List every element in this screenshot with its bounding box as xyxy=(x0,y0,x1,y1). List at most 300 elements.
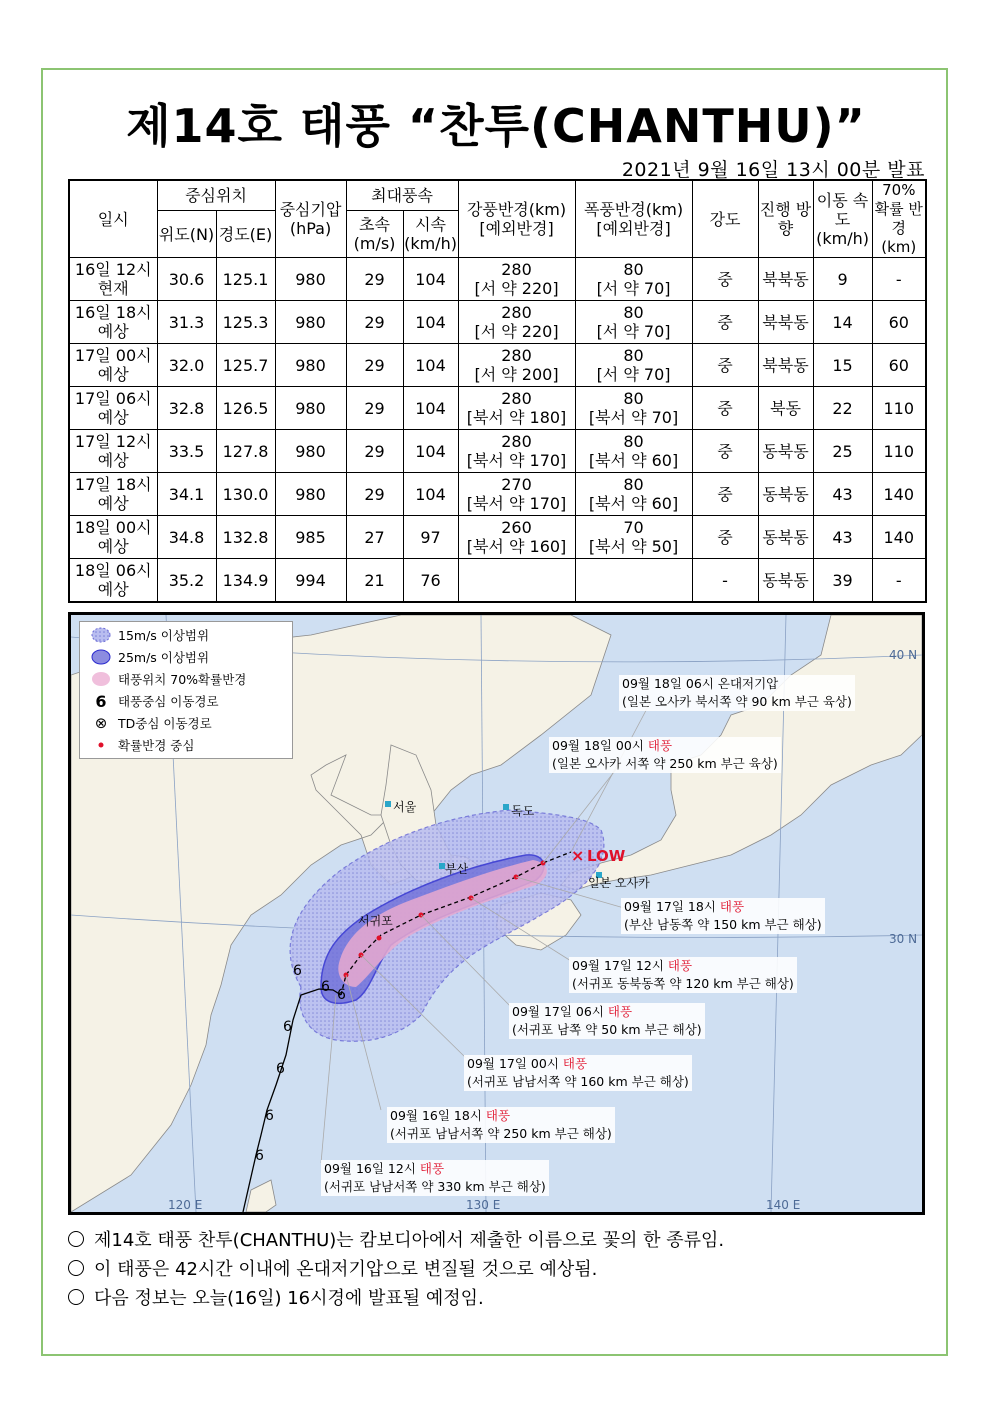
low-label: LOW xyxy=(587,847,626,865)
cell-ms-text: 29 xyxy=(364,312,385,332)
cell-speed xyxy=(813,344,872,387)
cell-speed xyxy=(813,387,872,430)
cell-storm-radius-text: 70 xyxy=(623,518,644,537)
cell-kmh xyxy=(403,301,458,344)
cell-direction-text: 동북동 xyxy=(762,527,809,547)
header-maxwind: 최대풍속 xyxy=(346,180,458,211)
cell-speed-text: 15 xyxy=(832,355,853,375)
cell-prob-text: 110 xyxy=(883,398,915,418)
map-legend xyxy=(79,621,293,759)
cell-time-text: 16일 18시 xyxy=(74,303,152,322)
table-row xyxy=(69,559,926,603)
place-seoul: 서울 xyxy=(393,800,417,814)
cell-speed xyxy=(813,301,872,344)
header-lon: 경도(E) xyxy=(216,211,275,258)
legend-15ms: 15m/s 이상범위 xyxy=(118,628,210,643)
circle-bullet-icon xyxy=(68,1260,84,1276)
track-callout xyxy=(321,1160,549,1196)
cell-ms-text: 29 xyxy=(364,269,385,289)
cell-time xyxy=(69,344,157,387)
cell-kmh-text: 97 xyxy=(420,527,441,547)
cell-storm-radius-text: 80 xyxy=(623,260,644,279)
cell-intensity xyxy=(692,258,758,301)
header-storm-radius: 폭풍반경(km) [예외반경] xyxy=(575,180,692,258)
cell-strong-radius-text: [북서 약 180] xyxy=(466,408,567,427)
cell-lon-text: 134.9 xyxy=(222,570,269,590)
cell-storm-radius xyxy=(575,301,692,344)
cell-lat-text: 32.8 xyxy=(168,398,205,418)
page-title: 제14호 태풍 “찬투(CHANTHU)” xyxy=(126,99,866,153)
callout-tag: 태풍 xyxy=(562,1056,588,1071)
forecast-table xyxy=(68,179,927,603)
typhoon-center-icon: 6 xyxy=(293,963,302,979)
callout-tag: 태풍 xyxy=(667,958,693,973)
cell-storm-radius-text: 80 xyxy=(623,303,644,322)
cell-pressure xyxy=(275,258,346,301)
cell-prob-text: 110 xyxy=(883,441,915,461)
cell-direction xyxy=(758,473,813,516)
cell-storm-radius xyxy=(575,430,692,473)
cell-storm-radius-text: [북서 약 70] xyxy=(588,408,679,427)
callout-time: 09월 17일 18시 xyxy=(624,899,720,914)
cell-lon xyxy=(216,301,275,344)
cell-prob-text: 140 xyxy=(883,527,915,547)
cell-speed-text: 25 xyxy=(832,441,853,461)
cell-kmh-text: 104 xyxy=(415,269,446,289)
cell-storm-radius xyxy=(575,559,692,603)
callout-tag: 태풍 xyxy=(647,738,673,753)
cell-direction-text: 동북동 xyxy=(762,570,809,590)
cell-time xyxy=(69,516,157,559)
cell-direction xyxy=(758,301,813,344)
cell-strong-radius-text: [북서 약 170] xyxy=(466,451,567,470)
callout-location: (일본 오사카 북서쪽 약 90 km 부근 육상) xyxy=(622,694,852,709)
cell-ms-text: 29 xyxy=(364,484,385,504)
cell-intensity xyxy=(692,473,758,516)
cell-ms xyxy=(346,473,403,516)
cell-kmh xyxy=(403,473,458,516)
header-pressure: 중심기압 (hPa) xyxy=(275,180,346,258)
cell-ms xyxy=(346,559,403,603)
cell-direction-text: 북북동 xyxy=(762,269,809,289)
cell-time-text: 예상 xyxy=(97,494,129,513)
table-row xyxy=(69,258,926,301)
cell-prob-text: 60 xyxy=(888,355,909,375)
cell-lat-text: 32.0 xyxy=(168,355,205,375)
cell-time xyxy=(69,258,157,301)
cell-kmh xyxy=(403,516,458,559)
dokdo-marker xyxy=(503,804,509,810)
cell-time-text: 예상 xyxy=(97,365,129,384)
cell-intensity xyxy=(692,344,758,387)
cell-lon-text: 127.8 xyxy=(222,441,269,461)
typhoon-symbol-icon: 6 xyxy=(95,692,107,711)
cell-lon-text: 125.1 xyxy=(222,269,269,289)
cell-storm-radius-text: [서 약 70] xyxy=(596,279,671,298)
table-row xyxy=(69,473,926,516)
cell-storm-radius xyxy=(575,258,692,301)
cell-time xyxy=(69,473,157,516)
cell-lat-text: 34.8 xyxy=(168,527,205,547)
grid-lat40: 40 N xyxy=(889,648,918,662)
cell-lat xyxy=(157,258,216,301)
cell-kmh xyxy=(403,387,458,430)
cell-speed xyxy=(813,559,872,603)
track-callout xyxy=(387,1107,615,1143)
cell-time-text: 예상 xyxy=(97,537,129,556)
cell-kmh xyxy=(403,430,458,473)
callout-time: 09월 18일 00시 xyxy=(552,738,648,753)
notes xyxy=(68,1226,724,1313)
cell-time-text: 18일 00시 xyxy=(74,518,152,537)
cell-pressure xyxy=(275,473,346,516)
cell-pressure xyxy=(275,559,346,603)
cell-lon xyxy=(216,473,275,516)
cell-kmh-text: 104 xyxy=(415,355,446,375)
table-row xyxy=(69,516,926,559)
header-kmh: 시속 (km/h) xyxy=(403,211,458,258)
cell-prob-text: - xyxy=(895,570,902,590)
cell-prob xyxy=(872,430,926,473)
cell-pressure-text: 980 xyxy=(295,484,326,504)
grid-lon120: 120 E xyxy=(168,1198,203,1212)
cell-intensity-text: 중 xyxy=(717,398,733,418)
cell-pressure-text: 980 xyxy=(295,269,326,289)
cell-lat-text: 34.1 xyxy=(168,484,205,504)
header-strong-radius: 강풍반경(km) [예외반경] xyxy=(458,180,575,258)
table-row xyxy=(69,344,926,387)
cell-strong-radius-text: [북서 약 170] xyxy=(466,494,567,513)
cell-ms-text: 27 xyxy=(364,527,385,547)
cell-kmh xyxy=(403,258,458,301)
typhoon-center-icon: 6 xyxy=(321,979,330,995)
cell-strong-radius xyxy=(458,559,575,603)
cell-time xyxy=(69,430,157,473)
track-callout xyxy=(569,957,797,993)
cell-speed-text: 14 xyxy=(832,312,853,332)
cell-speed xyxy=(813,430,872,473)
cell-strong-radius-text: [서 약 200] xyxy=(474,365,559,384)
callout-location: (서귀포 동북동쪽 약 120 km 부근 해상) xyxy=(572,976,794,991)
cell-lat xyxy=(157,430,216,473)
cell-pressure xyxy=(275,430,346,473)
place-dokdo: 독도 xyxy=(511,804,535,818)
cell-strong-radius xyxy=(458,344,575,387)
header-time: 일시 xyxy=(69,180,157,258)
cell-storm-radius-text: 80 xyxy=(623,432,644,451)
typhoon-center-icon: 6 xyxy=(337,987,346,1003)
cell-lat xyxy=(157,559,216,603)
cell-lat xyxy=(157,301,216,344)
cell-time-text: 예상 xyxy=(97,451,129,470)
cell-prob-text: 60 xyxy=(888,312,909,332)
cell-direction xyxy=(758,258,813,301)
cell-time-text: 18일 06시 xyxy=(74,561,152,580)
cell-pressure xyxy=(275,301,346,344)
cell-strong-radius xyxy=(458,516,575,559)
cell-time-text: 예상 xyxy=(97,580,129,599)
cell-direction-text: 북동 xyxy=(770,398,801,418)
cell-storm-radius-text: [북서 약 50] xyxy=(588,537,679,556)
table-row xyxy=(69,301,926,344)
cell-intensity-text: - xyxy=(722,570,728,590)
cell-ms xyxy=(346,516,403,559)
table-row xyxy=(69,387,926,430)
callout-tag: 태풍 xyxy=(607,1004,633,1019)
typhoon-center-icon: 6 xyxy=(265,1108,274,1124)
callout-time: 09월 17일 12시 xyxy=(572,958,668,973)
cell-intensity-text: 중 xyxy=(717,312,733,332)
cell-direction-text: 북북동 xyxy=(762,312,809,332)
cell-ms xyxy=(346,301,403,344)
header-direction: 진행 방향 xyxy=(758,180,813,258)
cell-lon-text: 132.8 xyxy=(222,527,269,547)
cell-strong-radius-text: 260 xyxy=(501,518,532,537)
header-speed: 이동 속도 (km/h) xyxy=(813,180,872,258)
cell-time-text: 16일 12시 xyxy=(74,260,152,279)
cell-time-text: 현재 xyxy=(97,279,129,298)
cell-kmh-text: 104 xyxy=(415,312,446,332)
cell-time xyxy=(69,559,157,603)
cell-pressure-text: 985 xyxy=(295,527,326,547)
callout-location: (일본 오사카 서쪽 약 250 km 부근 육상) xyxy=(552,756,778,771)
track-callout xyxy=(621,898,825,934)
header-prob: 70% 확률 반경 (km) xyxy=(872,180,926,258)
seoul-marker xyxy=(385,801,391,807)
cell-strong-radius xyxy=(458,430,575,473)
cell-prob xyxy=(872,559,926,603)
cell-lon xyxy=(216,258,275,301)
cell-strong-radius xyxy=(458,301,575,344)
cell-speed xyxy=(813,473,872,516)
cell-lon-text: 126.5 xyxy=(222,398,269,418)
low-x-icon: × xyxy=(571,846,585,865)
cell-speed-text: 9 xyxy=(837,269,848,289)
cell-pressure-text: 980 xyxy=(295,312,326,332)
table-row xyxy=(69,430,926,473)
typhoon-center-icon: 6 xyxy=(276,1061,285,1077)
cell-kmh-text: 104 xyxy=(415,398,446,418)
td-symbol-icon: ⊗ xyxy=(94,714,108,732)
cell-ms-text: 29 xyxy=(364,398,385,418)
cell-lat xyxy=(157,516,216,559)
cell-direction xyxy=(758,430,813,473)
callout-time: 09월 16일 12시 xyxy=(324,1161,420,1176)
grid-lon130: 130 E xyxy=(466,1198,501,1212)
track-callout xyxy=(619,675,855,711)
cell-ms-text: 21 xyxy=(364,570,385,590)
cell-storm-radius-text: [북서 약 60] xyxy=(588,451,679,470)
header-intensity: 강도 xyxy=(692,180,758,258)
cell-intensity-text: 중 xyxy=(717,355,733,375)
cell-lat-text: 31.3 xyxy=(168,312,205,332)
cell-intensity xyxy=(692,559,758,603)
cell-speed-text: 39 xyxy=(832,570,853,590)
cell-strong-radius-text: [서 약 220] xyxy=(474,322,559,341)
legend-25ms: 25m/s 이상범위 xyxy=(118,650,210,665)
cell-strong-radius xyxy=(458,387,575,430)
callout-location: (서귀포 남쪽 약 50 km 부근 해상) xyxy=(512,1022,702,1037)
cell-strong-radius-text: 280 xyxy=(501,346,532,365)
cell-speed-text: 43 xyxy=(832,484,853,504)
cell-lon xyxy=(216,430,275,473)
place-busan: 부산 xyxy=(445,862,469,876)
header-center: 중심위치 xyxy=(157,180,275,211)
cell-speed-text: 43 xyxy=(832,527,853,547)
cell-storm-radius-text: [북서 약 60] xyxy=(588,494,679,513)
cell-prob xyxy=(872,387,926,430)
cell-kmh-text: 104 xyxy=(415,441,446,461)
grid-lat30: 30 N xyxy=(889,932,918,946)
cell-intensity xyxy=(692,516,758,559)
cell-strong-radius-text: 270 xyxy=(501,475,532,494)
cell-ms xyxy=(346,430,403,473)
cell-strong-radius-text: 280 xyxy=(501,303,532,322)
cell-ms-text: 29 xyxy=(364,441,385,461)
callout-tag: 태풍 xyxy=(419,1161,445,1176)
cell-storm-radius-text: [서 약 70] xyxy=(596,365,671,384)
callout-time: 09월 18일 06시 온대저기압 xyxy=(622,676,779,691)
cell-strong-radius-text: 280 xyxy=(501,389,532,408)
place-seogwipo: 서귀포 xyxy=(358,914,393,928)
cell-pressure-text: 994 xyxy=(295,570,326,590)
track-callout xyxy=(464,1055,692,1091)
cell-speed xyxy=(813,516,872,559)
cell-ms xyxy=(346,258,403,301)
callout-time: 09월 17일 06시 xyxy=(512,1004,608,1019)
typhoon-center-icon: 6 xyxy=(255,1148,264,1164)
cell-kmh-text: 104 xyxy=(415,484,446,504)
cell-prob-text: 140 xyxy=(883,484,915,504)
cell-speed-text: 22 xyxy=(832,398,853,418)
cell-time-text: 예상 xyxy=(97,322,129,341)
cell-pressure-text: 980 xyxy=(295,398,326,418)
cell-storm-radius-text: 80 xyxy=(623,475,644,494)
callout-location: (서귀포 남남서쪽 약 250 km 부근 해상) xyxy=(390,1126,612,1141)
legend-prob-center: 확률반경 중심 xyxy=(118,738,195,753)
cell-direction-text: 동북동 xyxy=(762,484,809,504)
callout-location: (서귀포 남남서쪽 약 160 km 부근 해상) xyxy=(467,1074,689,1089)
cell-ms-text: 29 xyxy=(364,355,385,375)
cell-direction-text: 동북동 xyxy=(762,441,809,461)
cell-speed xyxy=(813,258,872,301)
cell-strong-radius xyxy=(458,473,575,516)
cell-time xyxy=(69,301,157,344)
cell-storm-radius xyxy=(575,473,692,516)
cell-kmh xyxy=(403,344,458,387)
track-callout xyxy=(549,737,781,773)
legend-prob: 태풍위치 70%확률반경 xyxy=(118,672,247,687)
cell-storm-radius xyxy=(575,387,692,430)
cell-intensity xyxy=(692,387,758,430)
cell-storm-radius-text: [서 약 70] xyxy=(596,322,671,341)
typhoon-track-map xyxy=(68,612,925,1215)
note-item: 다음 정보는 오늘(16일) 16시경에 발표될 예정임. xyxy=(68,1284,724,1313)
note-item: 제14호 태풍 찬투(CHANTHU)는 캄보디아에서 제출한 이름으로 꽃의 한 종류임. xyxy=(68,1226,724,1255)
cell-ms xyxy=(346,344,403,387)
circle-bullet-icon xyxy=(68,1289,84,1305)
cell-intensity xyxy=(692,301,758,344)
cell-direction xyxy=(758,387,813,430)
cell-prob-text: - xyxy=(895,269,902,289)
cell-storm-radius-text: 80 xyxy=(623,346,644,365)
cell-time xyxy=(69,387,157,430)
cell-lat xyxy=(157,473,216,516)
cell-pressure xyxy=(275,344,346,387)
callout-time: 09월 16일 18시 xyxy=(390,1108,486,1123)
cell-lon xyxy=(216,387,275,430)
cell-direction xyxy=(758,559,813,603)
cell-prob xyxy=(872,301,926,344)
cell-prob xyxy=(872,344,926,387)
callout-time: 09월 17일 00시 xyxy=(467,1056,563,1071)
cell-storm-radius xyxy=(575,344,692,387)
prob-center-dot xyxy=(377,936,382,941)
cell-prob xyxy=(872,258,926,301)
cell-intensity-text: 중 xyxy=(717,269,733,289)
header-ms: 초속 (m/s) xyxy=(346,211,403,258)
cell-pressure-text: 980 xyxy=(295,441,326,461)
cell-time-text: 17일 00시 xyxy=(74,346,152,365)
cell-lat xyxy=(157,387,216,430)
cell-intensity-text: 중 xyxy=(717,484,733,504)
cell-lon xyxy=(216,516,275,559)
cell-lat-text: 35.2 xyxy=(168,570,205,590)
cell-intensity xyxy=(692,430,758,473)
cell-strong-radius-text: [서 약 220] xyxy=(474,279,559,298)
cell-lon xyxy=(216,344,275,387)
cell-intensity-text: 중 xyxy=(717,527,733,547)
legend-td-track: TD중심 이동경로 xyxy=(118,716,212,731)
cell-strong-radius-text: 280 xyxy=(501,432,532,451)
grid-lon140: 140 E xyxy=(766,1198,801,1212)
cell-kmh-text: 76 xyxy=(420,570,441,590)
cell-lon-text: 130.0 xyxy=(222,484,269,504)
track-callout xyxy=(509,1003,705,1039)
cell-time-text: 예상 xyxy=(97,408,129,427)
callout-location: (서귀포 남남서쪽 약 330 km 부근 해상) xyxy=(324,1179,546,1194)
red-dot-icon xyxy=(90,736,112,754)
cell-strong-radius-text: 280 xyxy=(501,260,532,279)
cell-time-text: 17일 06시 xyxy=(74,389,152,408)
cell-lat-text: 30.6 xyxy=(168,269,205,289)
cell-strong-radius xyxy=(458,258,575,301)
cell-prob xyxy=(872,473,926,516)
callout-tag: 태풍 xyxy=(485,1108,511,1123)
circle-bullet-icon xyxy=(68,1231,84,1247)
cell-pressure-text: 980 xyxy=(295,355,326,375)
cell-time-text: 17일 12시 xyxy=(74,432,152,451)
cell-storm-radius-text: 80 xyxy=(623,389,644,408)
cell-prob xyxy=(872,516,926,559)
legend-typhoon-track: 태풍중심 이동경로 xyxy=(118,694,219,709)
cell-intensity-text: 중 xyxy=(717,441,733,461)
cell-direction-text: 북북동 xyxy=(762,355,809,375)
cell-direction xyxy=(758,516,813,559)
cell-time-text: 17일 18시 xyxy=(74,475,152,494)
cell-kmh xyxy=(403,559,458,603)
cell-lon-text: 125.3 xyxy=(222,312,269,332)
callout-tag: 태풍 xyxy=(719,899,745,914)
cell-pressure xyxy=(275,516,346,559)
cell-strong-radius-text: [북서 약 160] xyxy=(466,537,567,556)
cell-lat-text: 33.5 xyxy=(168,441,205,461)
issue-time: 2021년 9월 16일 13시 00분 발표 xyxy=(621,159,925,181)
cell-lat xyxy=(157,344,216,387)
cell-lon-text: 125.7 xyxy=(222,355,269,375)
note-item: 이 태풍은 42시간 이내에 온대저기압으로 변질될 것으로 예상됨. xyxy=(68,1255,724,1284)
place-osaka: 일본 오사카 xyxy=(588,876,650,890)
